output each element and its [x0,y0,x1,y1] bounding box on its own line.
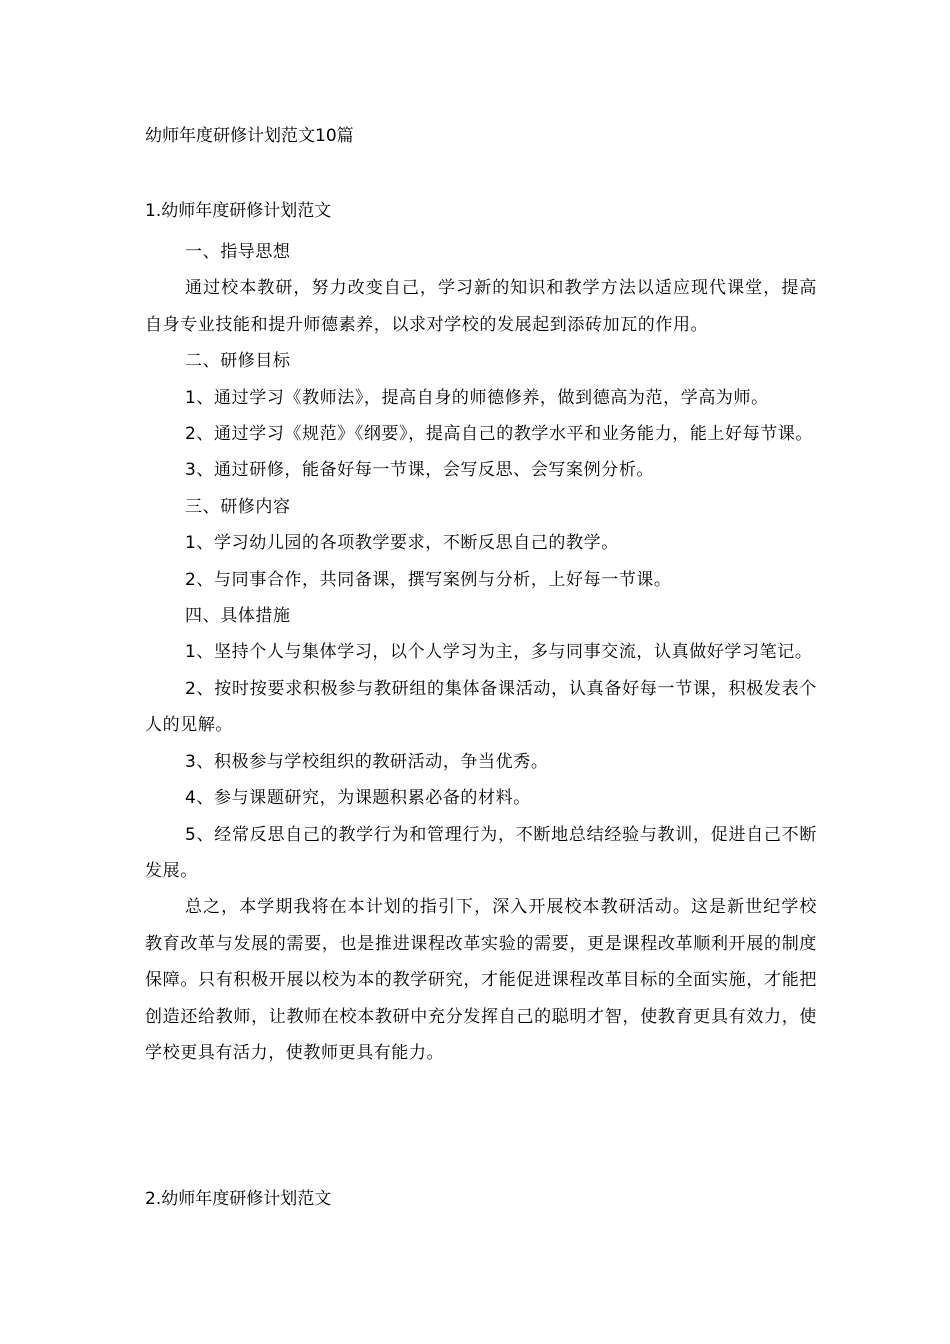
heading-guiding-ideology: 一、指导思想 [185,242,291,262]
heading-research-goals: 二、研修目标 [185,351,291,372]
list-item: 3、通过研修，能备好每一节课，会写反思、会写案例分析。 [185,460,655,481]
list-item: 1、通过学习《教师法》，提高自身的师德修养，做到德高为范，学高为师。 [185,387,769,408]
summary-paragraph: 总之，本学期我将在本计划的指引下，深入开展校本教研活动。这是新世纪学校教育改革与发展的需要，也是推进课程改革实验的需要，更是课程改革顺利开展的制度保障。只有积极开展以校为本的教学研究，才能促进课程改革目标的全面实施，才能把创造还给教师，让教师在校本教研中充分发挥自己的聪明才智，使教育更具有效力，使学校更具有活力，使教师更具有能力。 [145,897,817,1063]
heading-specific-measures: 四、具体措施 [185,606,291,627]
section-1-heading: 1.幼师年度研修计划范文 [145,201,332,221]
section-1-body [145,234,817,1071]
list-item: 3、积极参与学校组织的教研活动，争当优秀。 [185,751,549,772]
list-item: 2、按时按要求积极参与教研组的集体备课活动，认真备好每一节课，积极发表个人的见解。 [145,678,817,736]
list-item: 1、学习幼儿园的各项教学要求，不断反思自己的教学。 [185,533,619,554]
list-item: 4、参与课题研究，为课题积累必备的材料。 [185,788,531,809]
document-title: 幼师年度研修计划范文10篇 [145,126,354,146]
list-item: 5、经常反思自己的教学行为和管理行为，不断地总结经验与教训，促进自己不断发展。 [145,824,817,881]
paragraph: 通过校本教研，努力改变自己，学习新的知识和教学方法以适应现代课堂，提高自身专业技能和提升师德素养，以求对学校的发展起到添砖加瓦的作用。 [145,278,817,335]
list-item: 2、与同事合作，共同备课，撰写案例与分析，上好每一节课。 [185,569,672,590]
heading-research-content: 三、研修内容 [185,496,291,517]
section-2-heading: 2.幼师年度研修计划范文 [145,1189,332,1209]
list-item: 2、通过学习《规范》《纲要》，提高自己的教学水平和业务能力，能上好每节课。 [185,424,814,445]
list-item: 1、坚持个人与集体学习，以个人学习为主，多与同事交流，认真做好学习笔记。 [185,642,813,663]
